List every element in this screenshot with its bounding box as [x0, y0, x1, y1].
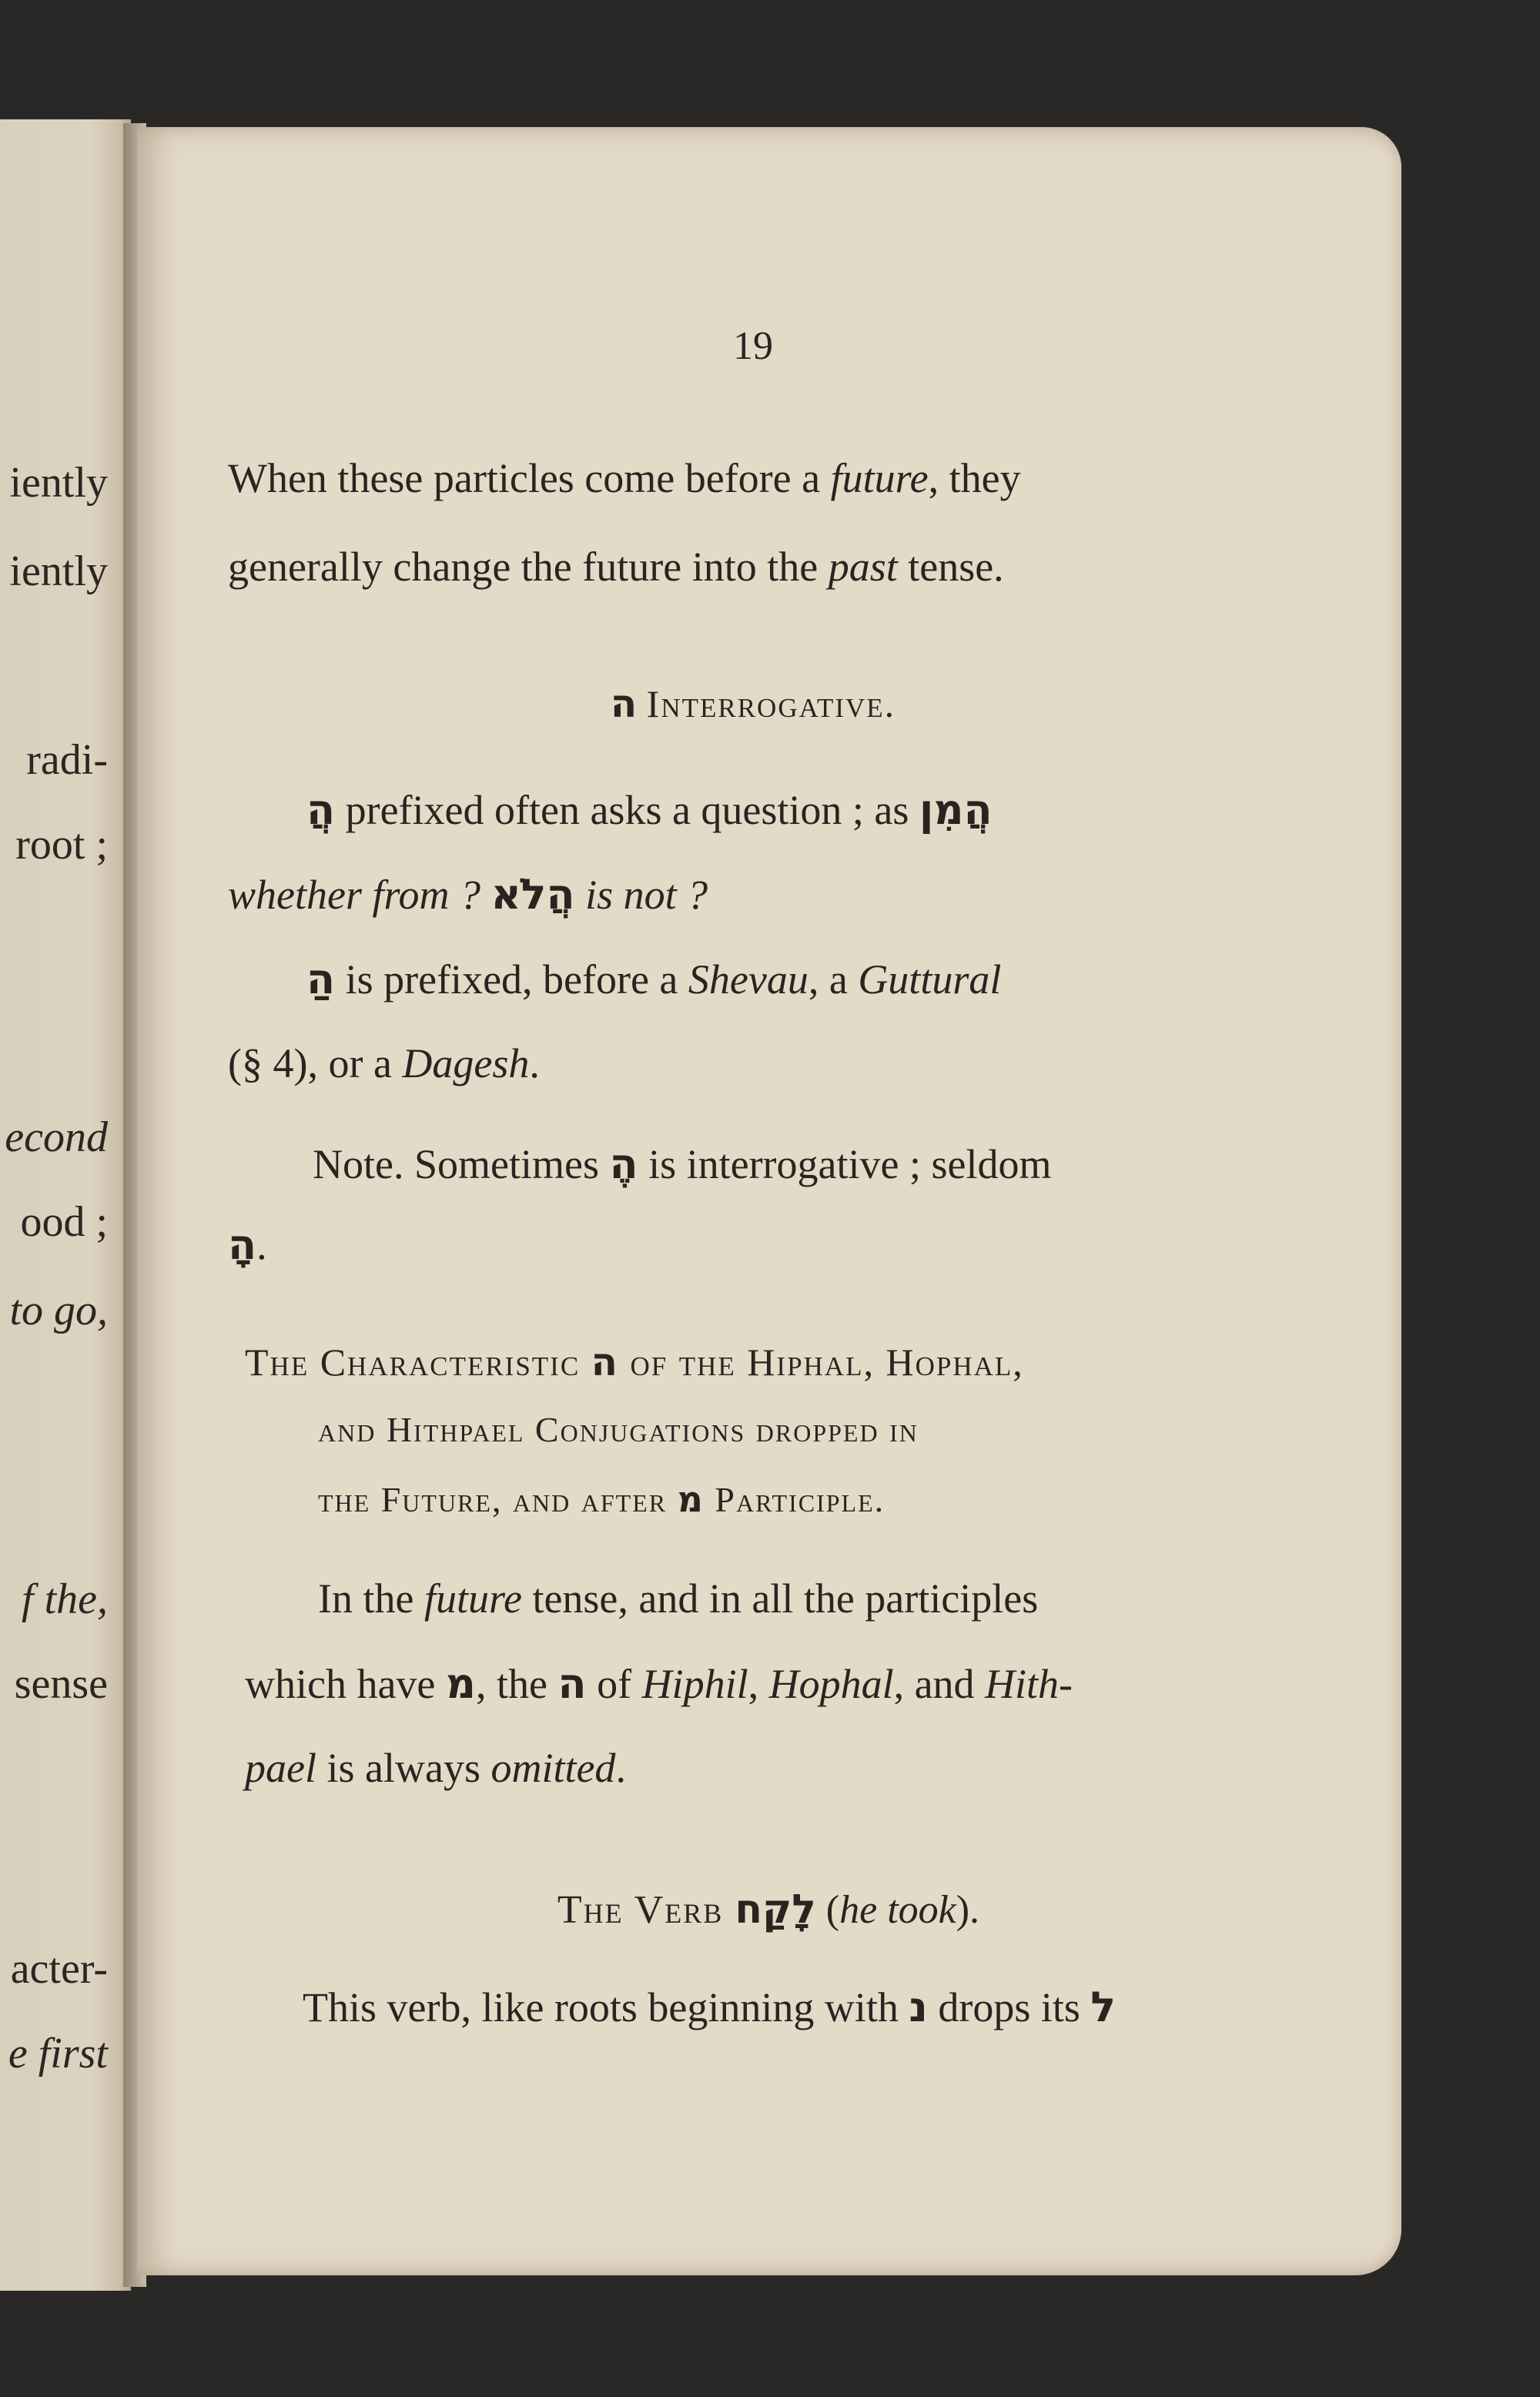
para2-line2: whether from ? הֲלֹא is not ? — [228, 870, 708, 919]
para1-line2: generally change the future into the past tense. — [228, 544, 1004, 590]
note-line2: הָ. — [228, 1220, 267, 1269]
para3-line2: (§ 4), or a Dagesh. — [228, 1040, 540, 1086]
right-page — [137, 127, 1401, 2275]
left-fragment: iently — [9, 459, 108, 507]
page-number: 19 — [733, 324, 773, 368]
note-line1: Note. Sometimes הֶ is interrogative ; seldom — [313, 1140, 1052, 1188]
left-fragment: radi- — [26, 736, 108, 784]
left-fragment: sense — [14, 1660, 108, 1708]
para3-line1: הַ is prefixed, before a Shevau, a Guttural — [306, 955, 1002, 1003]
heading2-line1: The Characteristic ה of the Hiphal, Hophal, — [245, 1340, 1024, 1384]
heading-verb: The Verb לָקַח (he took). — [557, 1886, 980, 1933]
left-fragment: ood ; — [20, 1198, 108, 1246]
left-fragment: to go, — [9, 1287, 108, 1334]
para4-line3: pael is always omitted. — [245, 1745, 626, 1791]
para5-line1: This verb, like roots beginning with נ drops its ל — [303, 1983, 1116, 2031]
left-fragment: root ; — [15, 821, 108, 869]
para2-line1: הֲ prefixed often asks a question ; as הֲמִן — [306, 785, 993, 834]
para4-line1: In the future tense, and in all the participles — [318, 1575, 1039, 1622]
left-fragment: e first — [8, 2030, 108, 2077]
left-fragment: f the, — [22, 1575, 108, 1623]
para4-line2: which have מ, the ה of Hiphil, Hophal, and Hith- — [245, 1659, 1073, 1708]
para1-line1: When these particles come before a future, they — [228, 455, 1021, 501]
heading2-line3: the Future, and after מ Participle. — [318, 1478, 886, 1520]
left-fragment: acter- — [10, 1945, 108, 1993]
heading-interrogative: ה Interrogative. — [610, 681, 896, 726]
left-page-edge — [0, 119, 131, 2291]
left-fragment: iently — [9, 547, 108, 595]
heading2-line2: and Hithpael Conjugations dropped in — [318, 1410, 919, 1449]
left-fragment: econd — [5, 1113, 108, 1161]
